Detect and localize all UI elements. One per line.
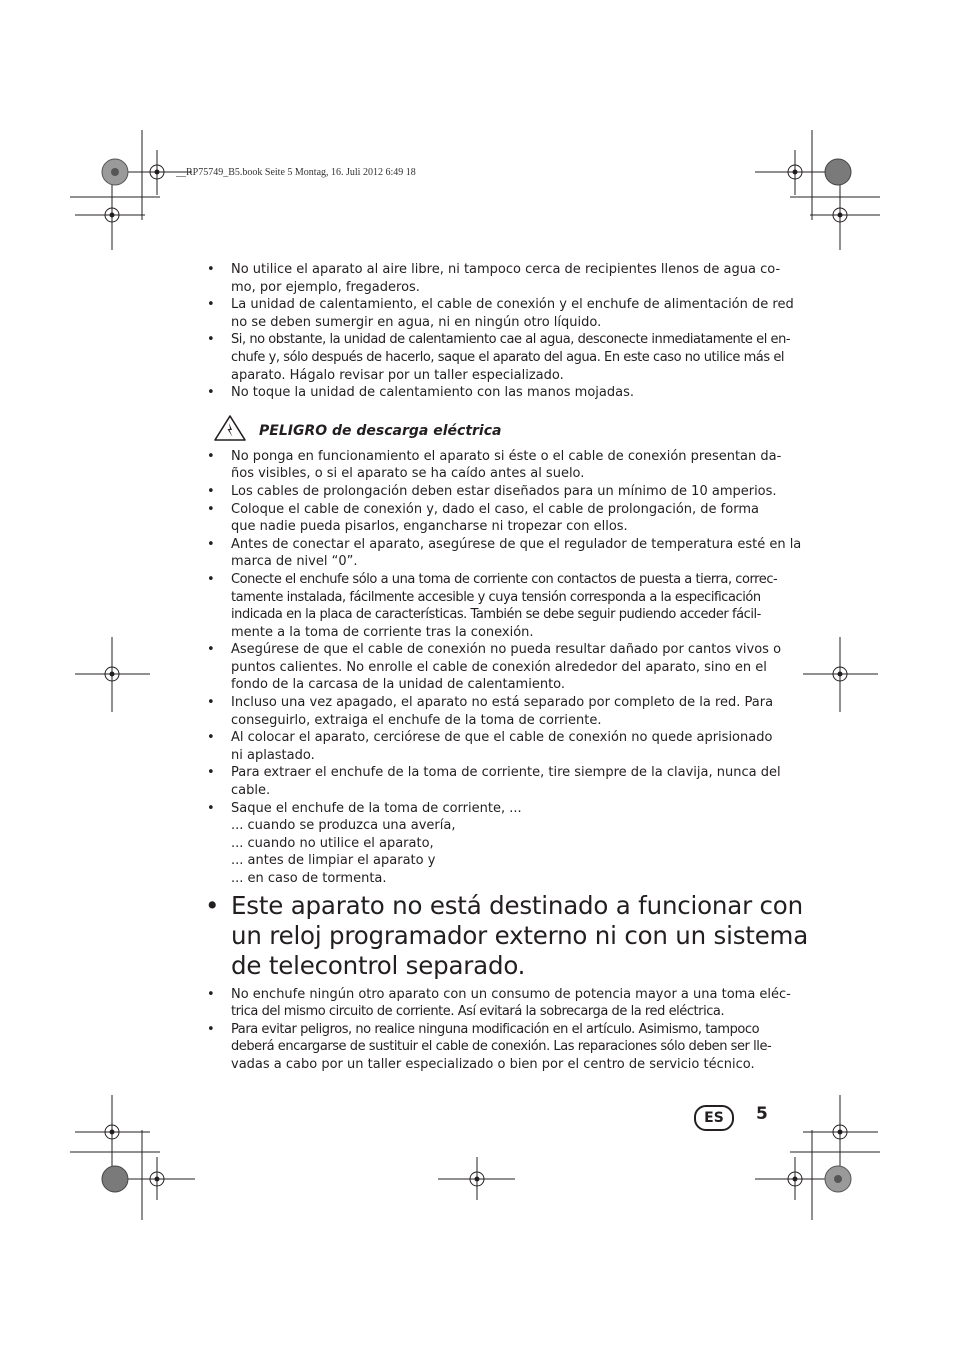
list-item	[207, 331, 791, 384]
language-badge: ES	[694, 1105, 734, 1131]
text-line: • Para evitar peligros, no realice ninguna modificación en el artículo. Asimismo, tampoco	[231, 1021, 760, 1037]
list-item	[207, 729, 773, 764]
list-item	[207, 536, 802, 571]
text-line: • Incluso una vez apagado, el aparato no está separado por completo de la red. Para	[231, 695, 774, 711]
intro-list	[207, 261, 794, 402]
list-item	[207, 641, 782, 694]
list-item	[207, 800, 773, 888]
text-line: de telecontrol separado.	[231, 950, 526, 980]
text-line: deberá encargarse de sustituir el cable de conexión. Las reparaciones sólo deben ser lle-	[231, 1039, 772, 1055]
text-line: • No toque la unidad de calentamiento con las manos mojadas.	[231, 385, 634, 401]
text-line: vadas a cabo por un taller especializado o bien por el centro de servicio técnico.	[231, 1056, 755, 1072]
text-line: ... antes de limpiar el aparato y	[231, 853, 436, 869]
highlight-bullet	[207, 890, 809, 981]
list-item	[207, 501, 773, 536]
final-list	[207, 986, 791, 1074]
text-line: • Para extraer el enchufe de la toma de corriente, tire siempre de la clavija, nunca del	[231, 765, 781, 781]
text-line: • Antes de conectar el aparato, asegúrese de que el regulador de temperatura esté en la	[231, 536, 802, 552]
list-item	[207, 384, 773, 402]
list-item	[207, 296, 794, 331]
text-line: mo, por ejemplo, fregaderos.	[231, 279, 420, 295]
text-line: cable.	[231, 783, 271, 799]
text-line: trica del mismo circuito de corriente. Así evitará la sobrecarga de la red eléctrica.	[231, 1004, 725, 1020]
text-line: ... cuando no utilice el aparato,	[231, 835, 434, 851]
text-line: no se deben sumergir en agua, ni en ningún otro líquido.	[231, 314, 602, 330]
text-line: • La unidad de calentamiento, el cable de conexión y el enchufe de alimentación de red	[231, 297, 794, 313]
list-item	[207, 448, 782, 483]
text-line: • No utilice el aparato al aire libre, ni tampoco cerca de recipientes llenos de agua co-	[231, 262, 781, 277]
danger-list	[207, 448, 802, 888]
page-number: 5	[756, 1104, 768, 1124]
text-line: • No enchufe ningún otro aparato con un consumo de potencia mayor a una toma eléc-	[231, 986, 791, 1002]
text-line: • Los cables de prolongación deben estar diseñados para un mínimo de 10 amperios.	[231, 483, 777, 499]
text-line: • Coloque el cable de conexión y, dado el caso, el cable de prolongación, de forma	[231, 501, 759, 517]
text-line: marca de nivel “0”.	[231, 554, 358, 570]
text-line: fondo de la carcasa de la unidad de calentamiento.	[231, 677, 566, 693]
electric-shock-warning-icon	[213, 414, 247, 442]
text-line: • Si, no obstante, la unidad de calentamiento cae al agua, desconecte inmediatamente el en-	[231, 332, 791, 348]
list-item	[207, 261, 781, 296]
text-line: • Saque el enchufe de la toma de corriente, ...	[231, 800, 522, 816]
text-line: un reloj programador externo ni con un sistema	[231, 920, 809, 950]
warning-title: PELIGRO de descarga eléctrica	[259, 422, 502, 439]
text-line: mente a la toma de corriente tras la conexión.	[231, 624, 534, 640]
list-item	[207, 986, 791, 1021]
text-line: • No ponga en funcionamiento el aparato si éste o el cable de conexión presentan da-	[231, 448, 782, 464]
list-item	[207, 1021, 773, 1074]
text-line: conseguirlo, extraiga el enchufe de la toma de corriente.	[231, 712, 602, 728]
text-line: • Al colocar el aparato, cerciórese de que el cable de conexión no quede aprisionado	[231, 730, 773, 746]
text-line: • Conecte el enchufe sólo a una toma de corriente con contactos de puesta a tierra, correc-	[231, 571, 778, 587]
text-line: • Asegúrese de que el cable de conexión no pueda resultar dañado por cantos vivos o	[231, 642, 782, 658]
list-item	[207, 694, 773, 729]
text-line: tamente instalada, fácilmente accesible y cuya tensión corresponda a la especificación	[231, 589, 761, 605]
text-line: ños visibles, o si el aparato se ha caído antes al suelo.	[231, 466, 585, 482]
list-item	[207, 571, 778, 641]
main-content	[207, 261, 809, 1074]
print-header: __RP75749_B5.book Seite 5 Montag, 16. Juli 2012 6:49 18	[176, 167, 416, 178]
text-line: • Este aparato no está destinado a funcionar con	[231, 890, 803, 920]
text-line: ... cuando se produzca una avería,	[231, 818, 456, 834]
list-item	[207, 483, 777, 501]
text-line: puntos calientes. No enrolle el cable de conexión alrededor del aparato, sino en el	[231, 659, 767, 675]
text-line: ... en caso de tormenta.	[231, 871, 387, 886]
text-line: ni aplastado.	[231, 747, 315, 763]
text-line: aparato. Hágalo revisar por un taller especializado.	[231, 367, 564, 383]
highlight-list	[207, 890, 809, 981]
text-line: indicada en la placa de características. También se debe seguir pudiendo acceder fácil-	[231, 607, 761, 623]
text-line: chufe y, sólo después de hacerlo, saque el aparato del agua. En este caso no utilice más el	[231, 349, 785, 365]
warning-heading	[207, 414, 773, 448]
text-line: que nadie pueda pisarlos, engancharse ni tropezar con ellos.	[231, 519, 628, 535]
list-item	[207, 764, 781, 799]
